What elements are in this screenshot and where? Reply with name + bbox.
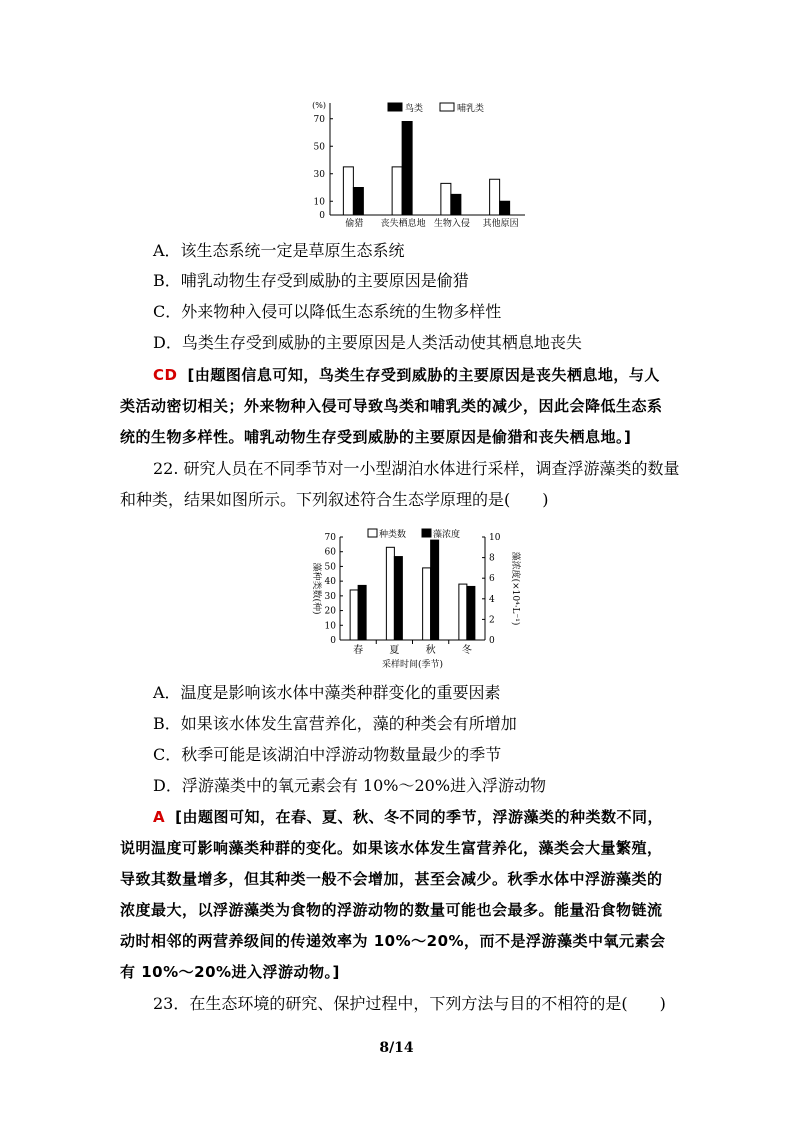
right-y-tick-label: 8: [489, 553, 495, 564]
legend-swatch-species: [368, 529, 377, 537]
bar-mammal: [490, 179, 500, 215]
bar-bird: [353, 188, 363, 216]
bar-bird: [402, 122, 412, 216]
legend-label-bird: 鸟类: [405, 104, 424, 114]
x-tick-label: 冬: [461, 645, 472, 656]
q21-option-b: B．哺乳动物生存受到威胁的主要原因是偷猎: [153, 271, 469, 290]
bar-algae-concentration: [394, 557, 402, 640]
q22-explanation-line: 导致其数量增多，但其种类一般不会增加，甚至会减少。秋季水体中浮游藻类的: [120, 870, 663, 888]
x-tick-label: 秋: [425, 645, 436, 656]
bar-species-count: [350, 590, 358, 640]
bar-mammal: [343, 167, 353, 215]
right-y-tick-label: 6: [489, 574, 495, 585]
threat-cause-bar-chart: [300, 95, 540, 230]
q22-explanation-line: 有 10%～20%进入浮游动物。]: [120, 963, 340, 981]
y-axis-unit-label: (%): [312, 101, 326, 110]
q21-explanation-line: 统的生物多样性。哺乳动物生存受到威胁的主要原因是偷猎和丧失栖息地。]: [120, 428, 632, 446]
bar-mammal: [392, 167, 402, 215]
q23-stem-line: 23．在生态环境的研究、保护过程中，下列方法与目的不相符的是( ): [153, 994, 666, 1013]
q22-explanation-line: 浓度最大，以浮游藻类为食物的浮游动物的数量可能也会最多。能量沿食物链流: [120, 901, 663, 919]
q22-option-b: B．如果该水体发生富营养化，藻的种类会有所增加: [153, 714, 517, 733]
y-tick-label: 0: [319, 211, 325, 221]
left-y-tick-label: 70: [324, 533, 336, 543]
q22-explanation-line: A [由题图可知，在春、夏、秋、冬不同的季节，浮游藻类的种类数不同，: [153, 808, 663, 826]
x-tick-label: 偷猎: [345, 219, 364, 229]
q22-stem-line: 和种类，结果如图所示。下列叙述符合生态学原理的是( ): [120, 490, 549, 509]
bar-algae-concentration: [358, 585, 366, 640]
q22-answer: A: [153, 808, 166, 826]
left-y-tick-label: 10: [324, 621, 336, 632]
page-number: 8/14: [379, 1040, 414, 1056]
bar-species-count: [423, 568, 431, 640]
bar-bird: [500, 201, 510, 215]
q21-explanation-line: 类活动密切相关；外来物种入侵可导致鸟类和哺乳类的减少，因此会降低生态系: [120, 397, 663, 415]
q21-option-c: C．外来物种入侵可以降低生态系统的生物多样性: [153, 302, 502, 321]
q22-explanation-line: 说明温度可影响藻类种群的变化。如果该水体发生富营养化，藻类会大量繁殖，: [120, 839, 663, 857]
left-y-tick-label: 60: [324, 547, 336, 558]
bar-species-count: [459, 584, 467, 640]
left-y-tick-label: 40: [324, 577, 336, 588]
legend-label-concentration: 藻浓度: [433, 530, 461, 540]
q22-option-c: C．秋季可能是该湖泊中浮游动物数量最少的季节: [153, 745, 502, 764]
legend-label-species: 种类数: [379, 530, 407, 540]
q22-explanation-line: 动时相邻的两营养级间的传递效率为 10%～20%，而不是浮游藻类中氧元素会: [120, 932, 666, 950]
bar-bird: [451, 194, 461, 215]
right-y-tick-label: 4: [489, 594, 495, 605]
right-y-tick-label: 10: [489, 533, 501, 543]
x-tick-label: 夏: [389, 645, 400, 656]
x-tick-label: 生物入侵: [433, 219, 470, 229]
y-tick-label: 10: [313, 197, 325, 208]
legend-swatch-mammal: [440, 103, 454, 111]
left-y-tick-label: 20: [324, 606, 336, 617]
left-y-axis-title: 藻种类数(种): [311, 562, 321, 615]
bar-algae-concentration: [431, 540, 439, 640]
x-tick-label: 其他原因: [482, 219, 519, 229]
right-y-tick-label: 0: [489, 636, 495, 646]
y-tick-label: 50: [313, 142, 325, 153]
left-y-tick-label: 50: [324, 562, 336, 573]
q22-option-a: A．温度是影响该水体中藻类种群变化的重要因素: [153, 683, 501, 702]
y-tick-label: 70: [313, 114, 325, 125]
q21-explanation-line: CD [由题图信息可知，鸟类生存受到威胁的主要原因是丧失栖息地，与人: [153, 366, 660, 384]
legend-label-mammal: 哺乳类: [457, 104, 485, 114]
bar-mammal: [441, 183, 451, 215]
q21-answer: CD: [153, 366, 178, 384]
bar-algae-concentration: [467, 586, 475, 640]
x-tick-label: 春: [353, 645, 364, 656]
x-axis-title: 采样时间(季节): [381, 660, 444, 670]
left-y-tick-label: 0: [330, 636, 336, 646]
legend-swatch-bird: [388, 103, 402, 111]
x-tick-label: 丧失栖息地: [380, 219, 426, 229]
y-tick-label: 30: [313, 169, 325, 180]
q21-option-d: D．鸟类生存受到威胁的主要原因是人类活动使其栖息地丧失: [153, 333, 582, 352]
right-y-axis-title: 藻浓度(×10⁴·L⁻¹): [510, 551, 520, 626]
legend-swatch-concentration: [422, 529, 431, 537]
q21-option-a: A．该生态系统一定是草原生态系统: [153, 241, 405, 260]
right-y-tick-label: 2: [489, 615, 495, 626]
q22-stem-line: 22. 研究人员在不同季节对一小型湖泊水体进行采样，调查浮游藻类的数量: [153, 459, 680, 478]
bar-species-count: [386, 547, 394, 640]
algae-season-bar-chart: [300, 525, 540, 675]
q22-option-d: D．浮游藻类中的氧元素会有 10%～20%进入浮游动物: [153, 776, 547, 795]
left-y-tick-label: 30: [324, 591, 336, 602]
